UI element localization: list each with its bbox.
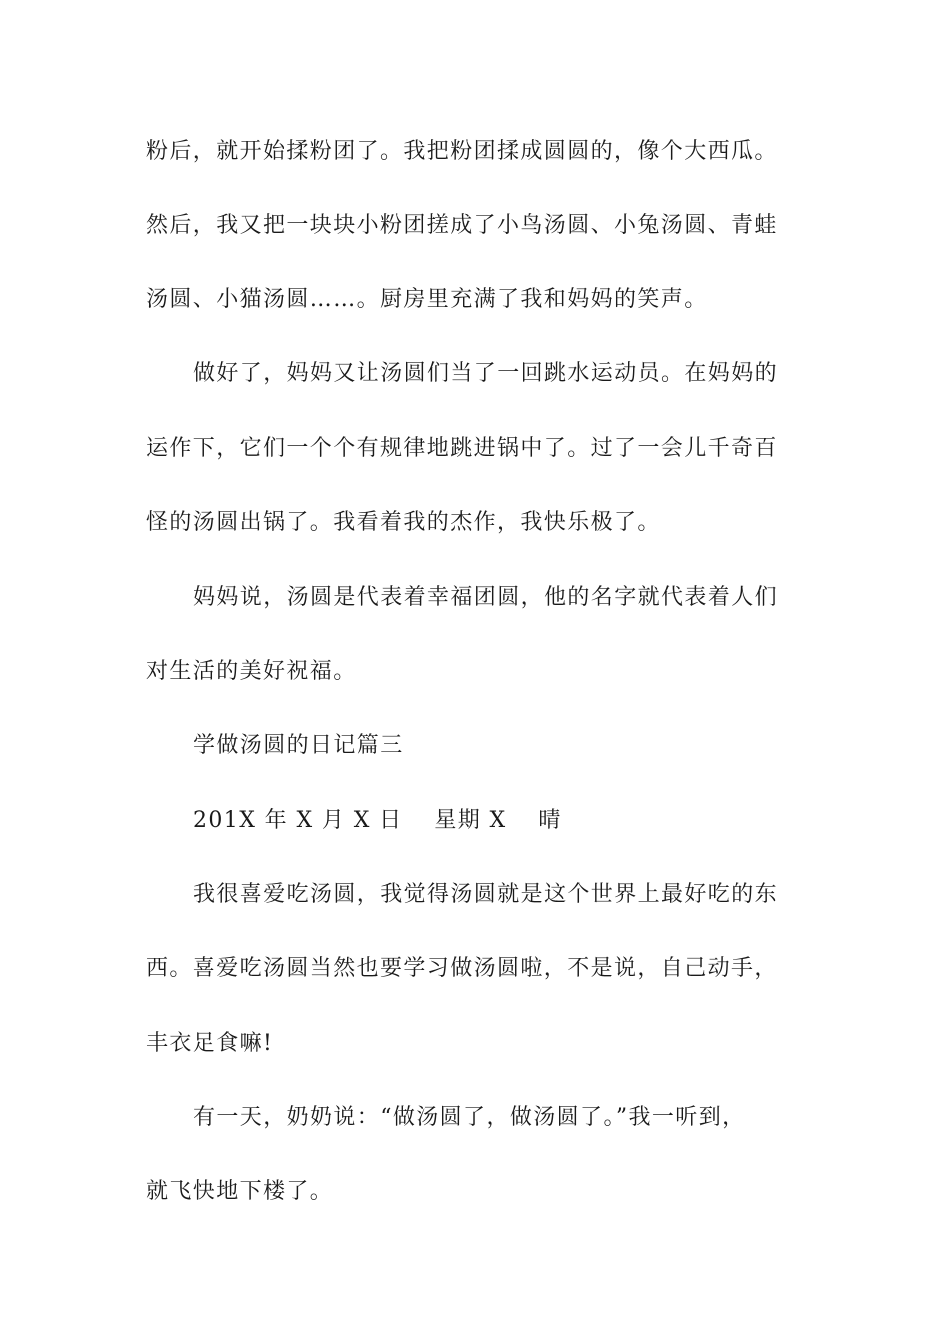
text-line: 丰衣足食嘛!	[146, 1031, 274, 1056]
text-line: 西。喜爱吃汤圆当然也要学习做汤圆啦，不是说，自己动手，	[146, 956, 778, 981]
section-heading: 学做汤圆的日记篇三	[193, 733, 404, 758]
text-line: 汤圆、小猫汤圆……。厨房里充满了我和妈妈的笑声。	[146, 287, 708, 312]
paragraph-start-line: 我很喜爱吃汤圆，我觉得汤圆就是这个世界上最好吃的东	[193, 882, 779, 907]
text-line: 怪的汤圆出锅了。我看着我的杰作，我快乐极了。	[146, 510, 661, 535]
date-line: 201X 年 X 月 X 日 星期 X 晴	[193, 808, 562, 833]
text-line: 对生活的美好祝福。	[146, 659, 357, 684]
text-line: 然后，我又把一块块小粉团搓成了小鸟汤圆、小兔汤圆、青蛙	[146, 213, 778, 238]
paragraph-start-line: 有一天，奶奶说：“做汤圆了，做汤圆了。”我一听到，	[193, 1105, 746, 1130]
paragraph-start-line: 做好了，妈妈又让汤圆们当了一回跳水运动员。在妈妈的	[193, 361, 779, 386]
text-line: 运作下，它们一个个有规律地跳进锅中了。过了一会儿千奇百	[146, 436, 778, 461]
paragraph-start-line: 妈妈说，汤圆是代表着幸福团圆，他的名字就代表着人们	[193, 585, 779, 610]
text-line: 粉后，就开始揉粉团了。我把粉团揉成圆圆的，像个大西瓜。	[146, 139, 778, 164]
text-line: 就飞快地下楼了。	[146, 1179, 334, 1204]
